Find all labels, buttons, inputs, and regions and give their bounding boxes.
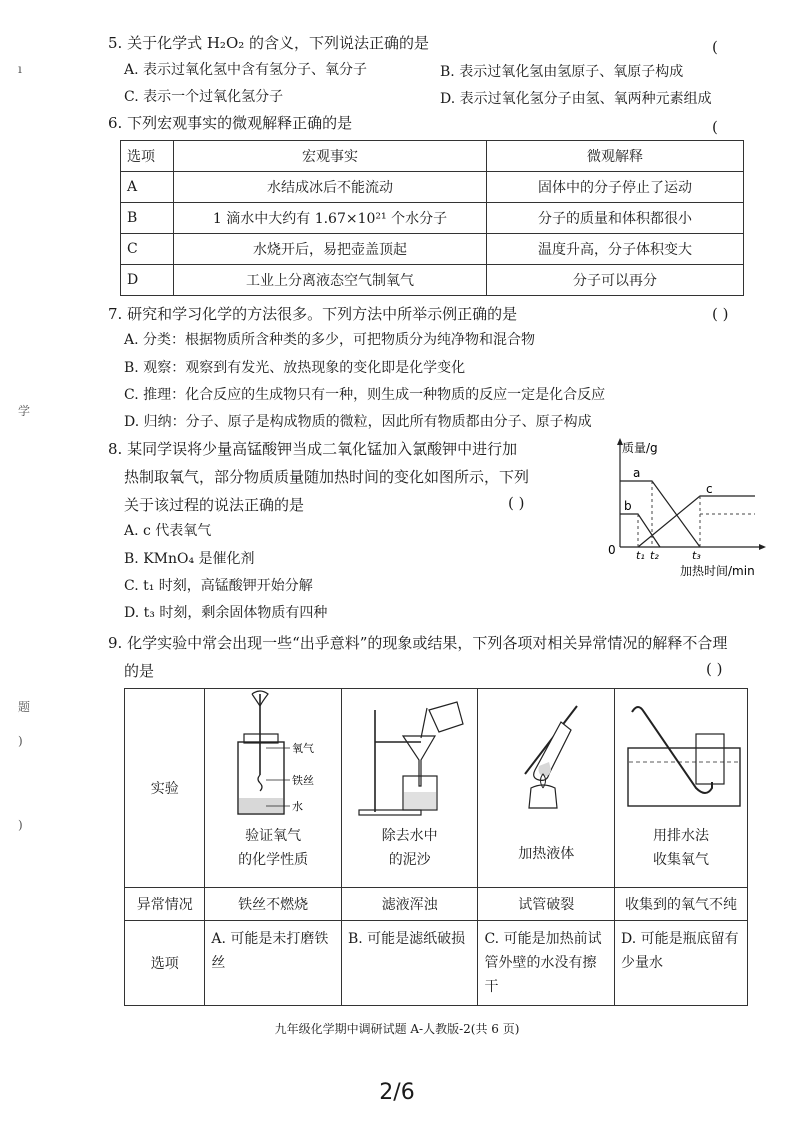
q5-option-d: D. 表示过氧化氢分子由氢、氧两种元素组成 xyxy=(440,91,712,107)
filtration-figure xyxy=(345,690,475,820)
q5-stem: 5. 关于化学式 H₂O₂ 的含义，下列说法正确的是 xyxy=(108,34,430,52)
q9-answer-paren: ( ) xyxy=(706,660,723,678)
table-cell: 水结成冰后不能流动 xyxy=(174,172,487,203)
row-label-experiment: 实验 xyxy=(125,689,205,888)
anomaly-cell: 铁丝不燃烧 xyxy=(205,888,342,921)
label-water: 水 xyxy=(292,800,304,813)
page-footer: 九年级化学期中调研试题 A-人教版-2(共 6 页) xyxy=(274,1022,520,1036)
q7-option-a: A. 分类：根据物质所含种类的多少，可把物质分为纯净物和混合物 xyxy=(124,332,536,348)
q8-option-d: D. t₃ 时刻，剩余固体物质有四种 xyxy=(124,605,328,621)
q5-option-a: A. 表示过氧化氢中含有氢分子、氧分子 xyxy=(124,62,368,78)
q7-option-b: B. 观察：观察到有发光、放热现象的变化即是化学变化 xyxy=(124,360,466,376)
margin-mark: ) xyxy=(18,818,23,832)
q9-stem-line: 9. 化学实验中常会出现一些“出乎意料”的现象或结果，下列各项对相关异常情况的解释不合理 xyxy=(108,634,728,652)
option-cell-d: D. 可能是瓶底留有少量水 xyxy=(615,921,748,1006)
table-cell: B xyxy=(121,203,174,234)
experiment-caption-line: 用排水法 xyxy=(653,828,709,844)
label-oxygen: 氧气 xyxy=(292,742,315,755)
q8-stem-line: 8. 某同学误将少量高锰酸钾当成二氧化锰加入氯酸钾中进行加 xyxy=(108,440,518,458)
iron-wire-coil xyxy=(258,775,262,791)
alcohol-lamp xyxy=(529,785,557,808)
table-row xyxy=(121,265,744,296)
row-label-anomaly: 异常情况 xyxy=(125,888,205,921)
option-cell-a: A. 可能是未打磨铁丝 xyxy=(205,921,342,1006)
experiment-caption-line: 的化学性质 xyxy=(238,852,309,868)
curve-b-label: b xyxy=(624,499,632,513)
curve-b xyxy=(620,514,660,547)
table-cell: 温度升高，分子体积变大 xyxy=(487,234,744,265)
water-displacement-figure xyxy=(616,690,746,820)
pouring-beaker xyxy=(429,702,463,732)
anomaly-cell: 滤液浑浊 xyxy=(341,888,478,921)
table-row xyxy=(125,888,748,921)
experiment-caption-line: 的泥沙 xyxy=(388,852,431,868)
heating-liquid-figure xyxy=(481,690,611,820)
option-cell-c: C. 可能是加热前试管外壁的水没有擦干 xyxy=(478,921,615,1006)
q8-stem-line: 关于该过程的说法正确的是 xyxy=(124,496,305,514)
table-header-row xyxy=(121,141,744,172)
table-cell: D xyxy=(121,265,174,296)
option-cell-b: B. 可能是滤纸破损 xyxy=(341,921,478,1006)
table-cell: C xyxy=(121,234,174,265)
q5-option-c: C. 表示一个过氧化氢分子 xyxy=(124,89,284,105)
table-cell: 分子可以再分 xyxy=(487,265,744,296)
anomaly-cell: 收集到的氧气不纯 xyxy=(615,888,748,921)
q6-stem: 6. 下列宏观事实的微观解释正确的是 xyxy=(108,114,353,132)
filtrate xyxy=(404,792,436,809)
table-header: 宏观事实 xyxy=(174,141,487,172)
table-row xyxy=(125,689,748,888)
table-row xyxy=(121,203,744,234)
experiment-cell-b xyxy=(341,689,478,888)
q8-option-a: A. c 代表氧气 xyxy=(124,523,212,539)
q8-stem-line: 热制取氧气，部分物质质量随加热时间的变化如图所示，下列 xyxy=(124,468,530,486)
table-row xyxy=(125,921,748,1006)
experiment-cell-c xyxy=(478,689,615,888)
table-row xyxy=(121,172,744,203)
funnel xyxy=(403,736,435,786)
experiment-caption-line: 验证氧气 xyxy=(245,828,302,844)
q8-mass-time-graph xyxy=(600,432,780,582)
table-header: 选项 xyxy=(121,141,174,172)
table-cell: 分子的质量和体积都很小 xyxy=(487,203,744,234)
experiment-caption-line: 除去水中 xyxy=(381,828,438,844)
tick-label-t3: t₃ xyxy=(692,549,701,562)
table-header: 微观解释 xyxy=(487,141,744,172)
water-trough xyxy=(628,748,740,806)
stand-base xyxy=(359,810,421,815)
table-cell: A xyxy=(121,172,174,203)
margin-mark: 题 xyxy=(18,700,31,714)
y-axis-label: 质量/g xyxy=(622,441,658,455)
page-indicator: 2/6 xyxy=(379,1080,415,1105)
q6-table xyxy=(120,140,744,296)
q7-stem: 7. 研究和学习化学的方法很多。下列方法中所举示例正确的是 xyxy=(108,305,518,323)
anomaly-cell: 试管破裂 xyxy=(478,888,615,921)
table-cell: 1 滴水中大约有 1.67×10²¹ 个水分子 xyxy=(174,203,487,234)
q7-answer-paren: ( ) xyxy=(712,305,729,323)
experiment-cell-d xyxy=(615,689,748,888)
q8-option-b: B. KMnO₄ 是催化剂 xyxy=(124,551,255,567)
tick-label-t2: t₂ xyxy=(650,549,659,562)
q5-answer-paren: ( xyxy=(712,38,718,56)
q6-answer-paren: ( xyxy=(712,118,718,136)
water-layer xyxy=(239,798,283,813)
x-axis-arrow xyxy=(759,544,766,550)
glass-rod xyxy=(421,708,427,738)
table-cell: 固体中的分子停止了运动 xyxy=(487,172,744,203)
q8-answer-paren: ( ) xyxy=(508,494,525,512)
experiment-cell-a xyxy=(205,689,342,888)
table-cell: 水烧开后，易把壶盖顶起 xyxy=(174,234,487,265)
experiment-caption-line: 收集氧气 xyxy=(653,852,709,868)
q7-option-c: C. 推理：化合反应的生成物只有一种，则生成一种物质的反应一定是化合反应 xyxy=(124,387,606,403)
label-iron-wire: 铁丝 xyxy=(292,774,315,787)
experiment-caption-line: 加热液体 xyxy=(518,846,575,862)
table-cell: 工业上分离液态空气制氧气 xyxy=(174,265,487,296)
q9-stem-line: 的是 xyxy=(124,662,155,680)
margin-mark: 学 xyxy=(18,404,31,418)
origin-label: 0 xyxy=(608,543,616,557)
iron-wire-combustion-figure xyxy=(208,690,338,820)
row-label-option: 选项 xyxy=(125,921,205,1006)
gas-collecting-bottle xyxy=(696,734,724,784)
curve-c-label: c xyxy=(706,482,713,496)
q7-option-d: D. 归纳：分子、原子是构成物质的微粒，因此所有物质都由分子、原子构成 xyxy=(124,414,592,430)
q5-option-b: B. 表示过氧化氢由氢原子、氧原子构成 xyxy=(440,64,684,80)
tick-label-t1: t₁ xyxy=(636,549,645,562)
x-axis-label: 加热时间/min xyxy=(680,564,755,578)
table-row xyxy=(121,234,744,265)
q8-option-c: C. t₁ 时刻，高锰酸钾开始分解 xyxy=(124,578,313,594)
margin-mark: ı xyxy=(18,62,22,76)
q9-table xyxy=(124,688,748,1006)
curve-a-label: a xyxy=(633,466,641,480)
margin-mark: ) xyxy=(18,734,23,748)
delivery-tube xyxy=(632,707,712,793)
